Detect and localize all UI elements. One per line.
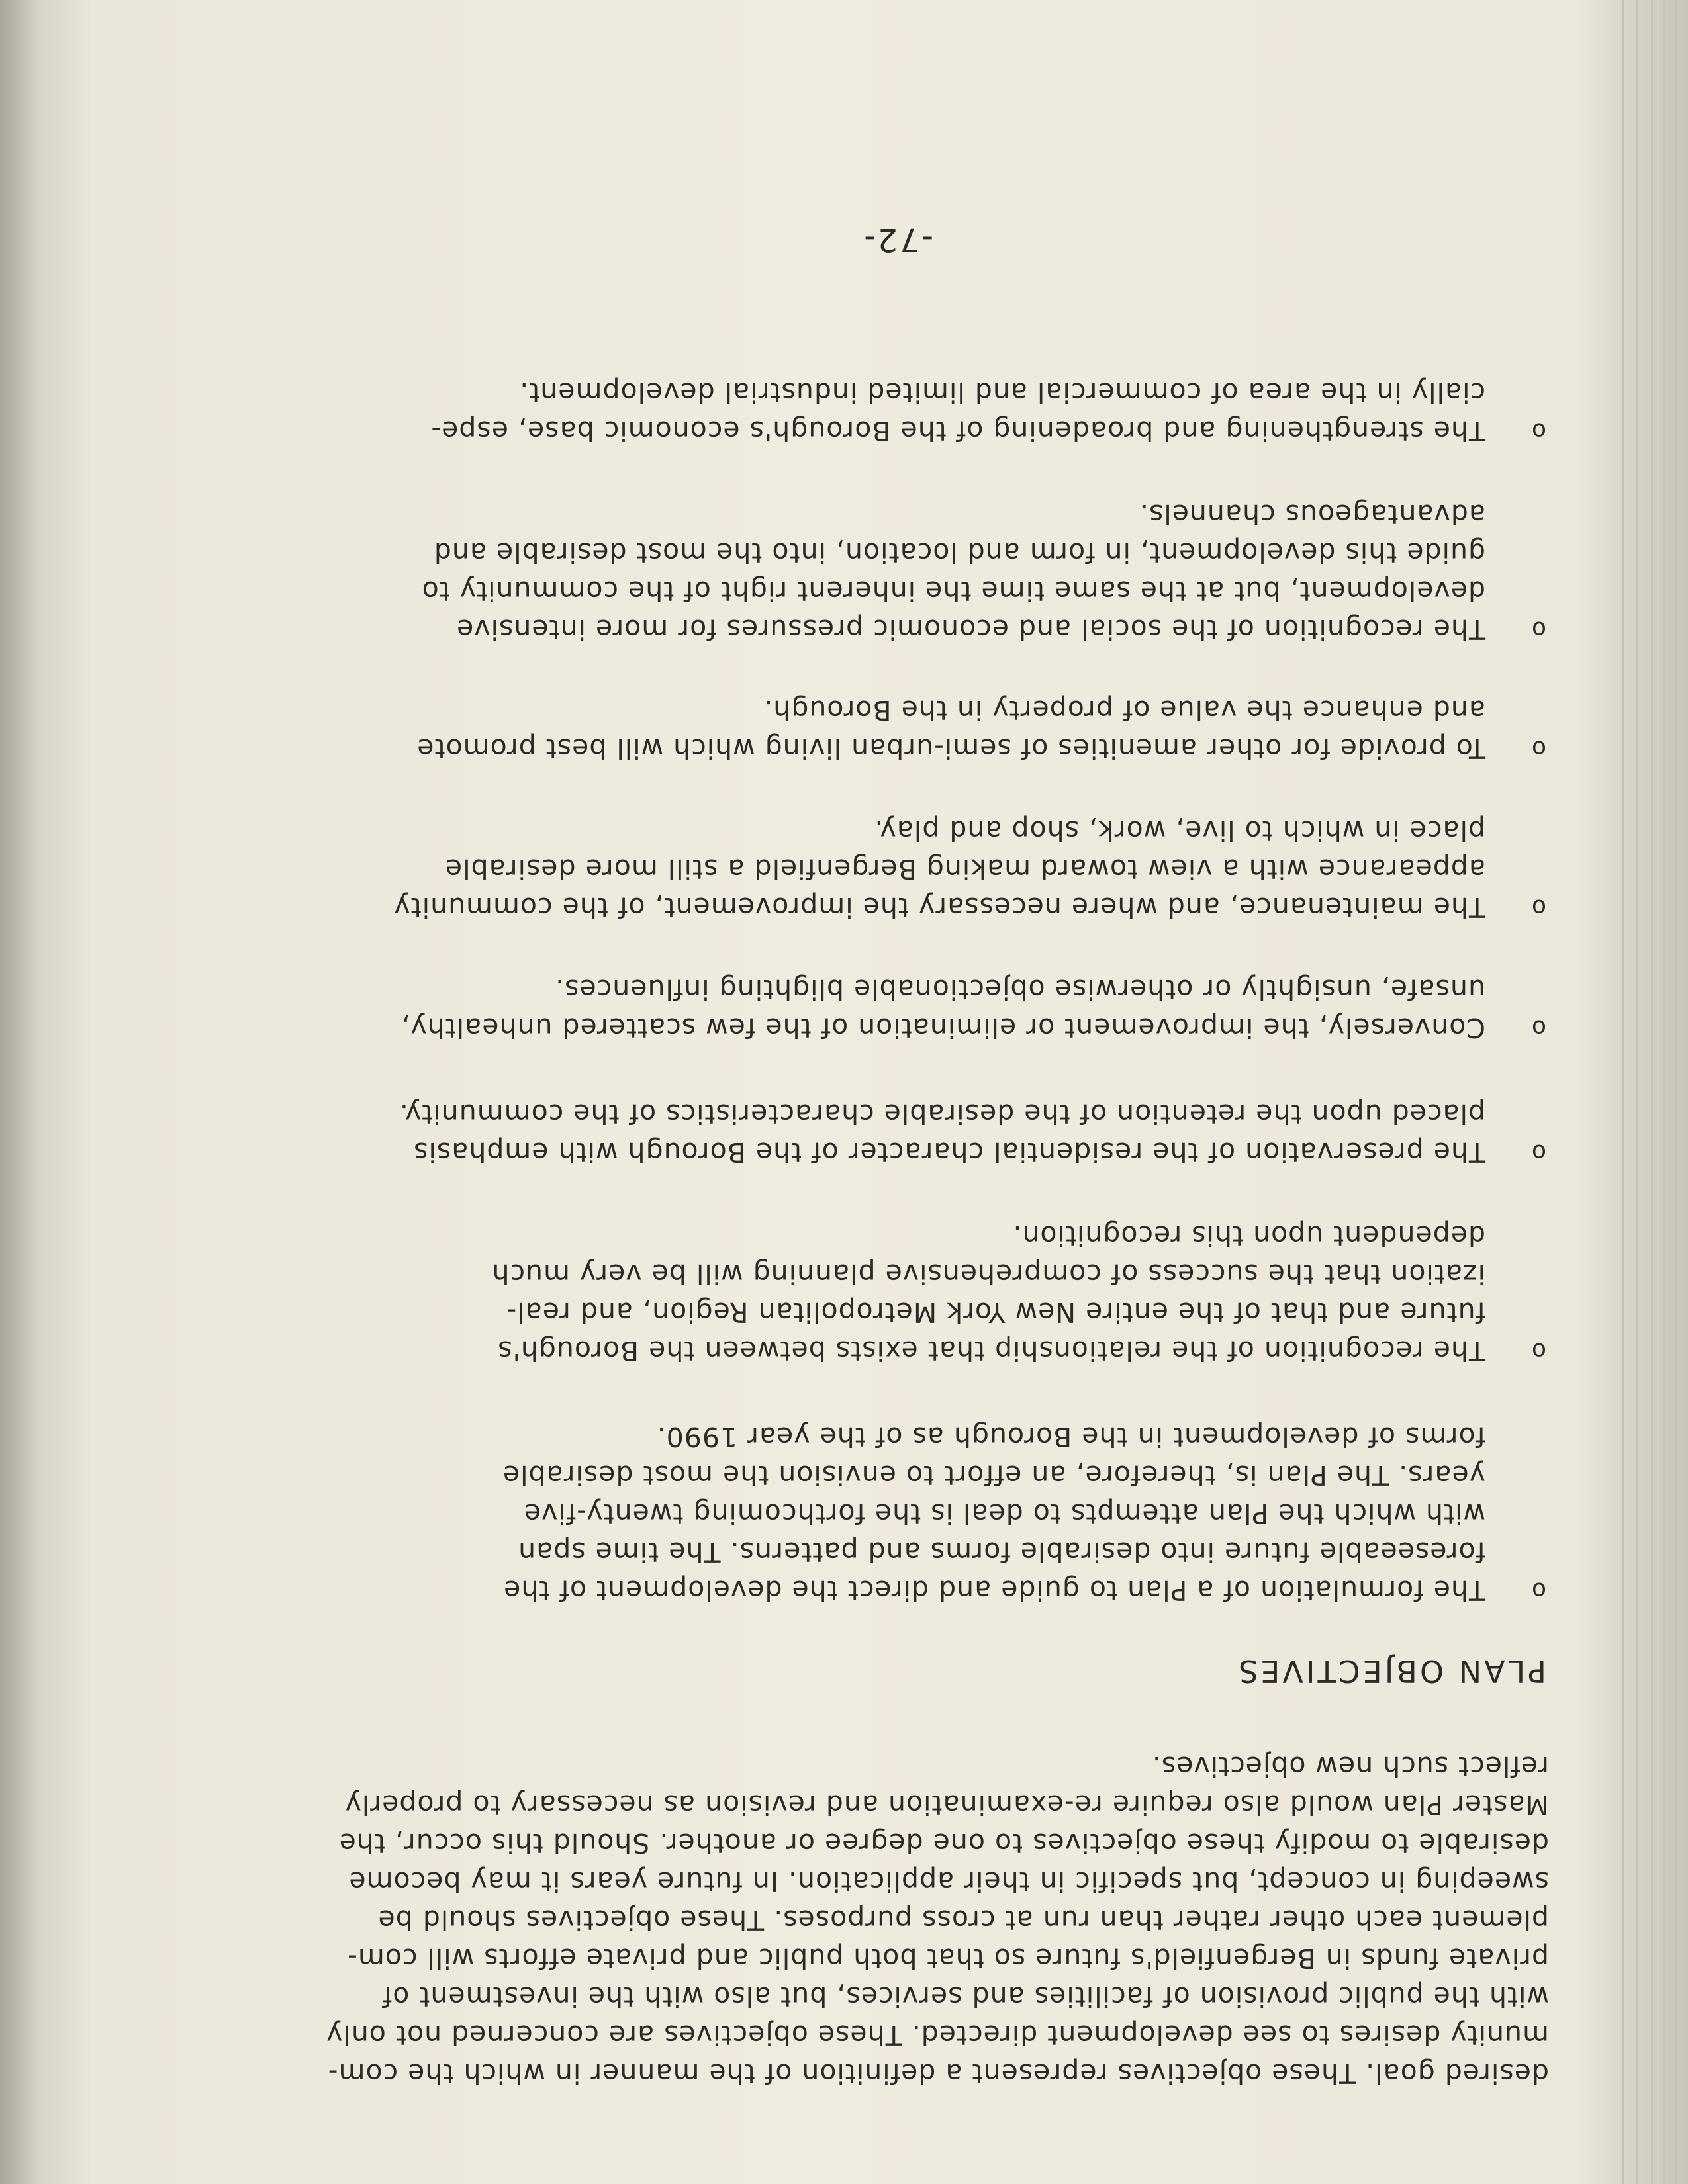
intro-line: Master Plan would also require re-examination and revision as necessary to properly bbox=[344, 1789, 1549, 1821]
bullet-icon: o bbox=[1530, 1577, 1546, 1604]
bullet-icon: o bbox=[1530, 1338, 1546, 1365]
objective-line: place in which to live, work, shop and play. bbox=[874, 815, 1485, 846]
bullet-icon: o bbox=[1530, 616, 1546, 643]
bullet-icon: o bbox=[1530, 418, 1546, 445]
objective-line: dependent upon this recognition. bbox=[1012, 1220, 1485, 1251]
intro-line: sweeping in concept, but specific in their application. In future years it may become bbox=[348, 1866, 1549, 1897]
intro-line: munity desires to see development directed. These objectives are concerned not only bbox=[326, 2019, 1549, 2051]
objective-line: The preservation of the residential character of the Borough with emphasis bbox=[413, 1136, 1485, 1168]
intro-line: desirable to modify these objectives to one degree or another. Should this occur, the bbox=[338, 1827, 1549, 1859]
objective-line: foreseeable future into desirable forms and patterns. The time span bbox=[518, 1536, 1485, 1568]
objective-line: years. The Plan is, therefore, an effort to envision the most desirable bbox=[502, 1459, 1485, 1491]
bullet-icon: o bbox=[1530, 1139, 1546, 1166]
objective-line: The formulation of a Plan to guide and direct the development of the bbox=[503, 1574, 1485, 1606]
intro-line: with the public provision of facilities and services, but also with the investment of bbox=[381, 1981, 1549, 2013]
bullet-icon: o bbox=[1530, 894, 1546, 921]
objective-line: advantageous channels. bbox=[1139, 498, 1485, 530]
objective-line: cially in the area of commercial and limited industrial development. bbox=[519, 377, 1485, 408]
page-number: -72- bbox=[862, 221, 933, 258]
intro-line: reflect such new objectives. bbox=[1151, 1751, 1549, 1782]
objective-line: ization that the success of comprehensive planning will be very much bbox=[491, 1258, 1485, 1290]
objective-line: Conversely, the improvement or elimination of the few scattered unhealthy, bbox=[400, 1012, 1485, 1044]
intro-paragraph bbox=[192, 1747, 1549, 2093]
objective-line: The recognition of the relationship that exists between the Borough's bbox=[497, 1335, 1485, 1367]
objective-line: and enhance the value of property in the Borough. bbox=[763, 694, 1485, 726]
objective-line: forms of development in the Borough as of the year 1990. bbox=[656, 1421, 1485, 1453]
objective-line: future and that of the entire New York Metropolitan Region, and real- bbox=[506, 1297, 1485, 1328]
objective-line: The recognition of the social and economic pressures for more intensive bbox=[456, 614, 1485, 645]
objective-line: unsafe, unsightly or otherwise objectionable blighting influences. bbox=[555, 974, 1485, 1005]
objective-line: placed upon the retention of the desirable characteristics of the community. bbox=[399, 1098, 1485, 1130]
intro-line: private funds in Bergenfield's future so that both public and private efforts will com- bbox=[347, 1942, 1549, 1974]
objective-line: guide this development, in form and location, into the most desirable and bbox=[433, 537, 1485, 569]
objective-line: development, but at the same time the inherent right of the community to bbox=[421, 575, 1485, 607]
objective-line: The strengthening and broadening of the Borough's economic base, espe- bbox=[430, 415, 1485, 447]
objective-line: The maintenance, and where necessary the improvement, of the community bbox=[393, 891, 1485, 923]
objective-line: with which the Plan attempts to deal is the forthcoming twenty-five bbox=[523, 1498, 1485, 1529]
bullet-icon: o bbox=[1530, 1015, 1546, 1042]
objective-line: appearance with a view toward making Bergenfield a still more desirable bbox=[444, 853, 1485, 885]
section-heading: PLAN OBJECTIVES bbox=[1236, 1653, 1546, 1689]
intro-line: desired goal. These objectives represent a definition of the manner in which the com- bbox=[327, 2058, 1549, 2089]
objective-line: To provide for other amenities of semi-urban living which will best promote bbox=[416, 733, 1485, 764]
intro-line: plement each other rather than run at cross purposes. These objectives should be bbox=[377, 1904, 1549, 1936]
bullet-icon: o bbox=[1530, 735, 1546, 762]
